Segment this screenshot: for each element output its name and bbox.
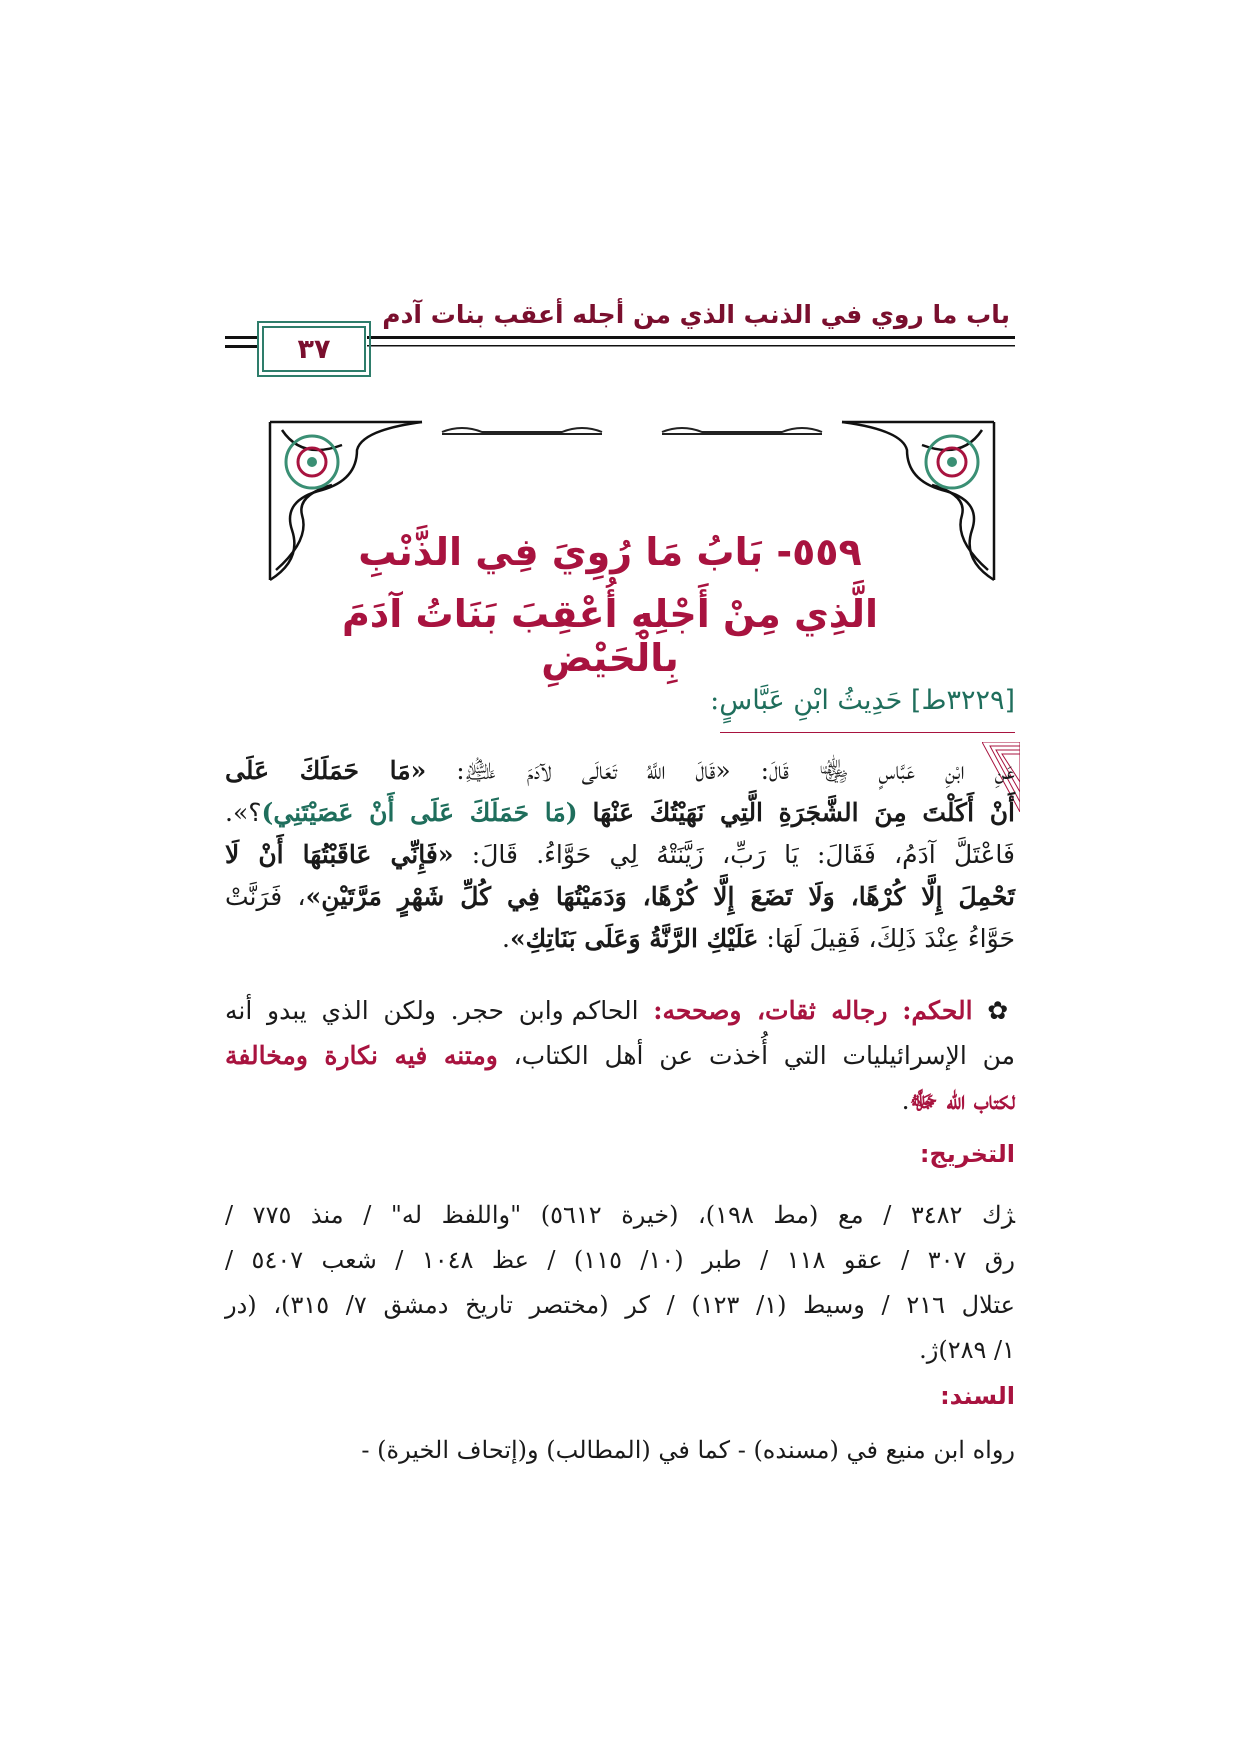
takhrij-line-4: ١/ ٢٨٩)ﮊ. (919, 1336, 1015, 1364)
hadith-line-1: عَنِ ابْنِ عَبَّاسٍ ﵄ قَالَ: «قَالَ اللَّهُ تَعَالَى لآدَمَ ﵇: «مَا حَمَلَكَ عَلَى (225, 756, 1015, 785)
flower-icon: ✿ (987, 996, 1016, 1025)
running-header: باب ما روي في الذنب الذي من أجله أعقب بنات آدم (382, 300, 1010, 329)
takhrij-line-2: رق ٣٠٧ / عقو ١١٨ / طبر (١٠/ ١١٥) / عظ ١٠٤٨ / شعب ٥٤٠٧ / (225, 1246, 1016, 1274)
sanad-line-1: رواه ابن منيع في (مسنده) - كما في (المطالب) و(إتحاف الخيرة) - (361, 1436, 1015, 1464)
sanad-label: السند: (940, 1382, 1015, 1410)
hadith-line-5: حَوَّاءُ عِنْدَ ذَلِكَ، فَقِيلَ لَهَا: عَلَيْكِ الرَّنَّةُ وَعَلَى بَنَاتِكِ». (501, 924, 1015, 953)
hadith-title: حَدِيثُ ابْنِ عَبَّاسٍ: (710, 685, 903, 716)
ruling-line-1: ✿ الحكم: رجاله ثقات، وصححه: الحاكم وابن حجر. ولكن الذي يبدو أنه (225, 996, 1016, 1025)
page-number: ٣٧ (297, 333, 331, 365)
hadith-line-3: فَاعْتَلَّ آدَمُ، فَقَالَ: يَا رَبِّ، زَيَّنَتْهُ لِي حَوَّاءُ. قَالَ: «فَإِنِّي عَاقَبْتُهَا أَنْ لَا (225, 840, 1015, 869)
ruling-label: الحكم: (902, 996, 973, 1025)
hadith-line-2: أَنْ أَكَلْتَ مِنَ الشَّجَرَةِ الَّتِي نَهَيْتُكَ عَنْهَا (مَا حَمَلَكَ عَلَى أَنْ عَصَيْتَنِي)؟». (225, 798, 1015, 827)
chapter-title-line-1: ٥٥٩- بَابُ مَا رُوِيَ فِي الذَّنْبِ (358, 530, 862, 574)
takhrij-label: التخريج: (919, 1140, 1015, 1168)
page-number-box (262, 326, 366, 372)
hadith-number: [٣٢٢٩ط] (910, 685, 1015, 716)
hadith-heading (560, 685, 1015, 716)
hadith-line-4: تَحْمِلَ إِلَّا كُرْهًا، وَلَا تَضَعَ إِلَّا كُرْهًا، وَدَمَيْتُهَا فِي كُلِّ شَهْرٍ مَرَّتَيْنِ»، فَرَنَّتْ (225, 882, 1015, 911)
ruling-line-2: من الإسرائيليات التي أُخذت عن أهل الكتاب، ومتنه فيه نكارة ومخالفة (225, 1041, 1015, 1070)
chapter-title-line-2: الَّذِي مِنْ أَجْلِهِ أُعْقِبَ بَنَاتُ آدَمَ بِالْحَيْضِ (341, 592, 879, 680)
ruling-line-3: لكتاب الله ﷻ. (901, 1086, 1015, 1115)
heading-rule (720, 732, 1015, 733)
takhrij-line-1: ﮋك ٣٤٨٢ / مع (مط ١٩٨)، (خيرة ٥٦١٢) "واللفظ له" / منذ ٧٧٥ / (225, 1201, 1016, 1229)
takhrij-line-3: عتلال ٢١٦ / وسيط (١/ ١٢٣) / كر (مختصر تاريخ دمشق ٧/ ٣١٥)، (در (225, 1291, 1016, 1319)
